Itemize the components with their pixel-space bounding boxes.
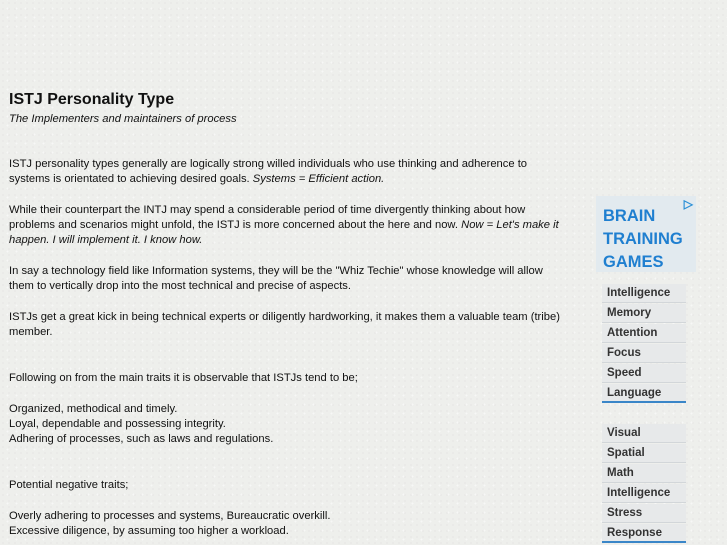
ad-title-line: BRAIN	[603, 207, 656, 225]
trait-item: Loyal, dependable and possessing integrity.	[9, 418, 226, 430]
ad-item-language[interactable]: Language	[602, 384, 686, 403]
paragraph-3: In say a technology field like Information systems, they will be the "Whiz Techie" whose knowledge will allow them to vertically drop into the most technical and precise of aspects.	[9, 265, 543, 292]
negative-item: Overly adhering to processes and systems, Bureaucratic overkill.	[9, 510, 331, 522]
traits-list	[9, 402, 569, 447]
negative-intro: Potential negative traits;	[9, 479, 129, 491]
page-subtitle: The Implementers and maintainers of process	[9, 113, 237, 125]
ad-item-focus[interactable]: Focus	[602, 344, 686, 363]
ad-item-spatial[interactable]: Spatial	[602, 444, 686, 463]
paragraph-1-emphasis: Systems = Efficient action.	[252, 173, 385, 185]
ad-choices-icon[interactable]: ▷	[683, 197, 693, 211]
trait-item: Organized, methodical and timely.	[9, 403, 178, 415]
article	[9, 90, 569, 539]
traits-intro: Following on from the main traits it is observable that ISTJs tend to be;	[9, 372, 358, 384]
ad-item-stress[interactable]: Stress	[602, 504, 686, 523]
ad-item-intelligence[interactable]: Intelligence	[602, 284, 686, 303]
paragraph-2-text: While their counterpart the INTJ may spend a considerable period of time divergently thinking about how problems and scenarios might unfold, the ISTJ is more concerned about the here and now.	[9, 204, 526, 231]
ad-title[interactable]	[603, 205, 683, 274]
paragraph-4: ISTJs get a great kick in being technical experts or diligently hardworking, it makes them a valuable team (tribe) member.	[9, 311, 560, 338]
page-title: ISTJ Personality Type	[9, 91, 175, 108]
paragraph-1-text: ISTJ personality types generally are logically strong willed individuals who use thinking and adherence to systems is orientated to achieving desired goals.	[9, 158, 528, 185]
ad-title-line: TRAINING	[603, 230, 683, 248]
ad-category-group-2	[602, 424, 686, 544]
brain-training-ad[interactable]	[596, 196, 696, 545]
trait-item: Adhering of processes, such as laws and regulations.	[9, 433, 274, 445]
ad-title-line: GAMES	[603, 253, 664, 271]
ad-item-math[interactable]: Math	[602, 464, 686, 483]
paragraph-2	[9, 203, 569, 248]
ad-item-attention[interactable]: Attention	[602, 324, 686, 343]
negative-list	[9, 509, 569, 539]
ad-item-visual[interactable]: Visual	[602, 424, 686, 443]
ad-item-response[interactable]: Response	[602, 524, 686, 543]
ad-item-memory[interactable]: Memory	[602, 304, 686, 323]
negative-item: Excessive diligence, by assuming too higher a workload.	[9, 525, 289, 537]
ad-category-group-1	[602, 284, 686, 404]
ad-item-speed[interactable]: Speed	[602, 364, 686, 383]
ad-header[interactable]	[596, 196, 696, 272]
paragraph-2-emphasis: Now = Let's make it happen. I will implement it. I know how.	[9, 219, 559, 246]
ad-item-intelligence-2[interactable]: Intelligence	[602, 484, 686, 503]
paragraph-1	[9, 157, 569, 187]
